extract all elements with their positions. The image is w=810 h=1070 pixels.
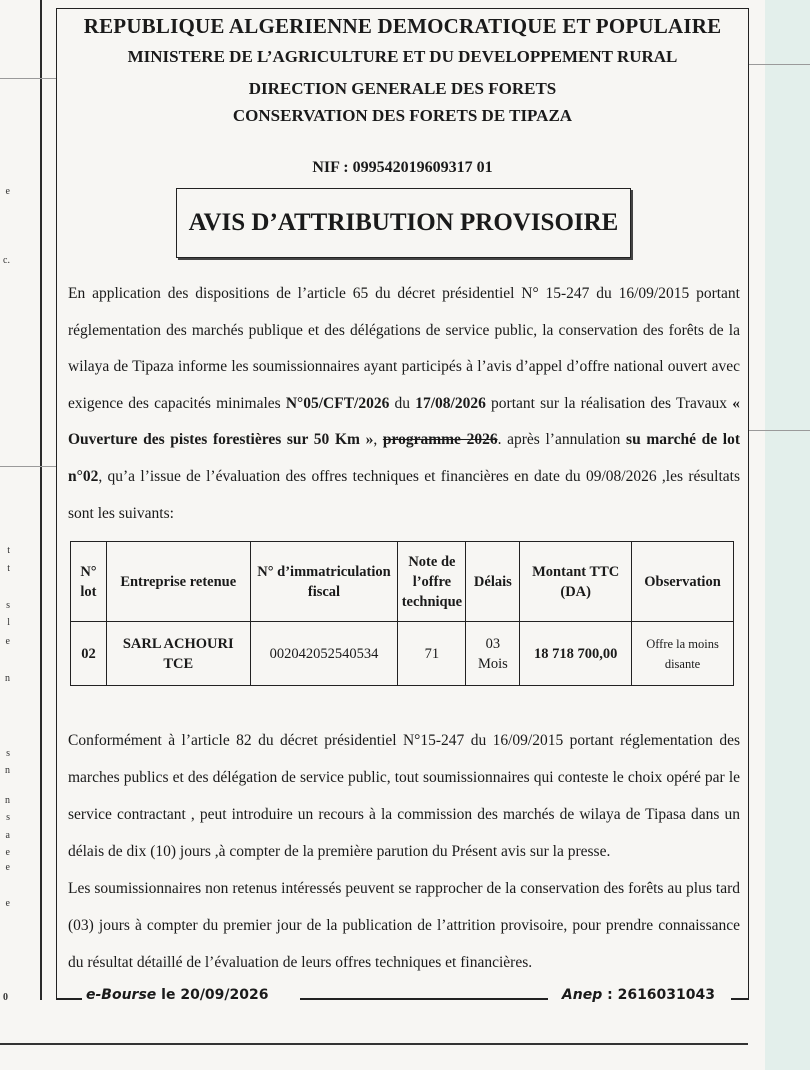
- scan-fold-line: [749, 430, 810, 431]
- cell-entreprise: SARL ACHOURI TCE: [106, 622, 250, 686]
- col-entreprise: Entreprise retenue: [106, 542, 250, 622]
- margin-glyph: 0: [3, 992, 8, 1003]
- scan-fold-line: [0, 78, 56, 79]
- publication-footer: [56, 985, 749, 1009]
- footer-rule: [56, 998, 82, 1000]
- cell-lot: 02: [71, 622, 107, 686]
- struck-text: programme 2026: [382, 431, 498, 449]
- margin-glyph: e: [5, 186, 10, 197]
- project-name: « Ouverture des pistes forestières sur 50 Km »: [68, 394, 740, 449]
- table-row: [71, 622, 734, 686]
- page-bottom-rule: [0, 1043, 748, 1045]
- scan-edge-strip: [765, 0, 810, 1070]
- footer-rule: [300, 998, 548, 1000]
- adjacent-column-fragment: [0, 0, 38, 1003]
- margin-glyph: n: [5, 673, 10, 684]
- margin-glyph: e: [5, 636, 10, 647]
- header-republic: REPUBLIQUE ALGERIENNE DEMOCRATIQUE ET POPULAIRE: [83, 14, 722, 38]
- cell-note: 71: [398, 622, 466, 686]
- header-conservation: CONSERVATION DES FORETS DE TIPAZA: [232, 106, 573, 125]
- header-direction: DIRECTION GENERALE DES FORETS: [248, 79, 557, 98]
- footer-rule: [731, 998, 749, 1000]
- cell-observation: Offre la moins disante: [632, 622, 734, 686]
- tender-reference: N°05/CFT/2026: [285, 394, 390, 412]
- col-montant: Montant TTC (DA): [520, 542, 632, 622]
- col-observation: Observation: [632, 542, 734, 622]
- margin-glyph: t: [7, 563, 10, 574]
- col-delais: Délais: [466, 542, 520, 622]
- col-nif: N° d’immatriculation fiscal: [250, 542, 398, 622]
- col-note: Note de l’offre technique: [398, 542, 466, 622]
- margin-glyph: c.: [3, 255, 10, 266]
- margin-glyph: s: [6, 600, 10, 611]
- publication-date: le 20/09/2026: [156, 987, 269, 1003]
- margin-glyph: s: [6, 812, 10, 823]
- cell-montant: 18 718 700,00: [520, 622, 632, 686]
- lot-reference: su marché de lot n°02: [68, 431, 741, 485]
- margin-glyph: e: [5, 862, 10, 873]
- tender-date: 17/08/2026: [415, 394, 486, 412]
- margin-glyph: l: [7, 617, 10, 628]
- margin-glyph: t: [7, 545, 10, 556]
- margin-glyph: e: [5, 898, 10, 909]
- publication-source: e-Bourse le 20/09/2026: [86, 987, 269, 1003]
- margin-glyph: s: [6, 748, 10, 759]
- cell-delais: 03 Mois: [466, 622, 520, 686]
- col-lot: N° lot: [71, 542, 107, 622]
- anep-reference: Anep : 2616031043: [561, 987, 715, 1003]
- scan-fold-line: [0, 466, 56, 467]
- margin-glyph: a: [5, 830, 10, 841]
- margin-glyph: e: [5, 847, 10, 858]
- results-table: [70, 541, 734, 686]
- column-divider: [40, 0, 42, 1000]
- margin-glyph: n: [5, 795, 10, 806]
- header-ministry: MINISTERE DE L’AGRICULTURE ET DU DEVELOPPEMENT RURAL: [127, 47, 678, 66]
- recours-paragraph: Conformément à l’article 82 du décret présidentiel N°15-247 du 16/09/2015 portant réglementation des marches publics et des délégation de service public, tout soumissionnaires qui conteste le choix opéré par le service contractant , peut introduire un recours à la commission des marchés de wilaya de Tipasa dans un délais de dix (10) jours ,à compter de la première parution du Présent avis sur la presse.: [68, 732, 740, 860]
- intro-paragraph: En application des dispositions de l’article 65 du décret présidentiel N° 15-247 du 16/09/2015 portant réglementation des marchés publique et des délégations de service public, la conservation des forêts de la wilaya de Tipaza informe les soumissionnaires ayant participés à l’avis d’appel d’offre national ouvert avec exigence des capacités minimales N°05/CFT/2026 du 17/08/2026 portant sur la réalisation des Travaux « Ouverture des pistes forestières sur 50 Km », programme 2026. après l’annulation su marché de lot n°02, qu’a l’issue de l’évaluation des offres techniques et financières en date du 09/08/2026 ,les résultats sont les suivants:: [68, 285, 741, 522]
- margin-glyph: n: [5, 765, 10, 776]
- scan-fold-line: [749, 64, 810, 65]
- table-header-row: [71, 542, 734, 622]
- closing-paragraph: Les soumissionnaires non retenus intéressés peuvent se rapprocher de la conservation des forêts au plus tard (03) jours à compter du premier jour de la publication de l’attrition provisoire, pour prendre connaissance du résultat détaillé de l’évaluation de leurs offres techniques et financières.: [68, 880, 740, 971]
- notice-title-box: [176, 188, 631, 258]
- nif-number: NIF : 099542019609317 01: [312, 159, 493, 176]
- notice-title: AVIS D’ATTRIBUTION PROVISOIRE: [188, 209, 619, 236]
- cell-nif: 002042052540534: [250, 622, 398, 686]
